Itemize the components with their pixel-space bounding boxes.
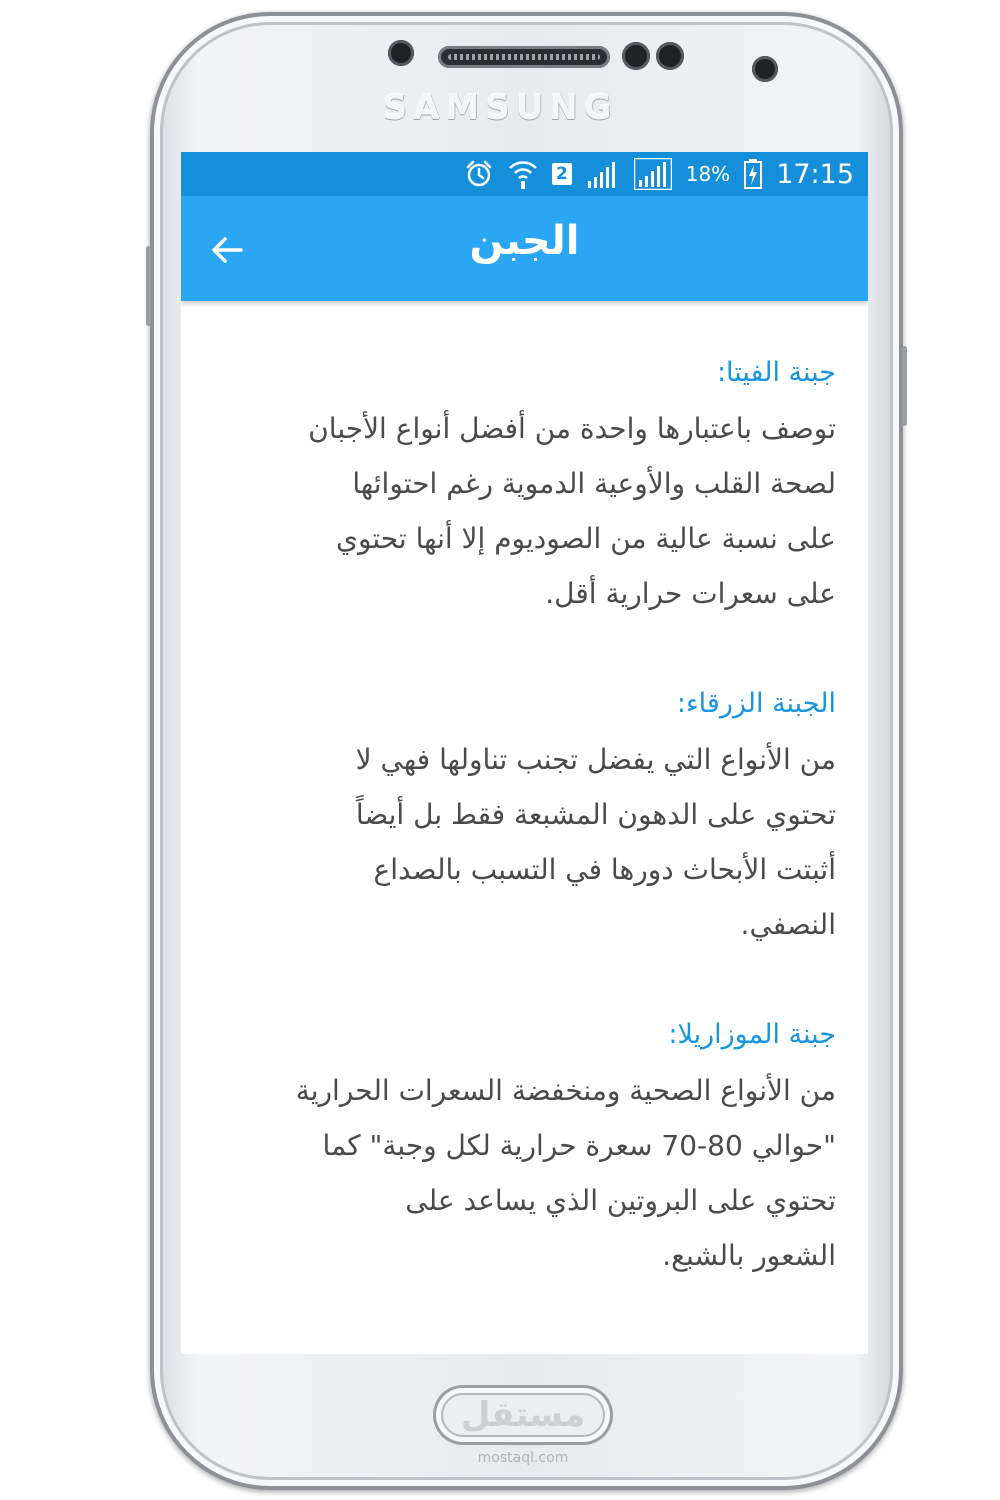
section-text-line: توصف باعتبارها واحدة من أفضل أنواع الأجبان [308,412,836,445]
section-text-line: "حوالي 80-70 سعرة حرارية لكل وجبة" كما [322,1129,836,1162]
light-sensor [656,42,684,70]
volume-button [146,246,151,326]
battery-charging-icon [744,159,762,189]
status-icons [464,156,854,192]
watermark-logo: مستقل [460,1395,586,1435]
section-text-line: على نسبة عالية من الصوديوم إلا أنها تحتوي [336,522,836,555]
section-text-line: الشعور بالشبع. [662,1239,836,1272]
section-title: الجبنة الزرقاء: [676,688,836,719]
section-text-line: على سعرات حرارية أقل. [545,577,836,610]
battery-percent: 18% [685,162,731,186]
watermark-url: mostaql.com [477,1450,569,1466]
section-text-line: النصفي. [740,908,836,941]
page-title: الجبن [469,218,580,264]
section-feta [196,353,836,621]
alarm-icon [464,159,494,189]
power-button [902,346,907,426]
earpiece-speaker [438,46,610,68]
wifi-icon [508,158,538,190]
section-mozzarella [196,1015,836,1283]
section-title: جبنة الموزاريلا: [668,1019,836,1050]
sim-2-icon: 2 [552,163,572,185]
front-sensor [388,40,414,66]
clock: 17:15 [776,158,854,190]
article-content[interactable] [181,301,868,1354]
app-bar [181,196,868,301]
status-bar [181,152,868,196]
section-text-line: تحتوي على الدهون المشبعة فقط بل أيضاً [355,798,836,831]
section-text-line: من الأنواع الصحية ومنخفضة السعرات الحرارية [295,1074,836,1107]
section-title: جبنة الفيتا: [716,357,836,388]
signal-icon-sim2 [634,158,672,190]
proximity-sensor [622,42,650,70]
front-camera [752,56,778,82]
brand-logo: SAMSUNG [382,88,618,128]
signal-icon [586,159,620,189]
section-blue-cheese [196,684,836,952]
section-text-line: أثبتت الأبحاث دورها في التسبب بالصداع [373,853,836,886]
section-text-line: لصحة القلب والأوعية الدموية رغم احتوائها [352,467,836,500]
section-text-line: من الأنواع التي يفضل تجنب تناولها فهي لا [355,743,836,776]
section-text-line: تحتوي على البروتين الذي يساعد على [405,1184,836,1217]
screen [181,152,868,1354]
